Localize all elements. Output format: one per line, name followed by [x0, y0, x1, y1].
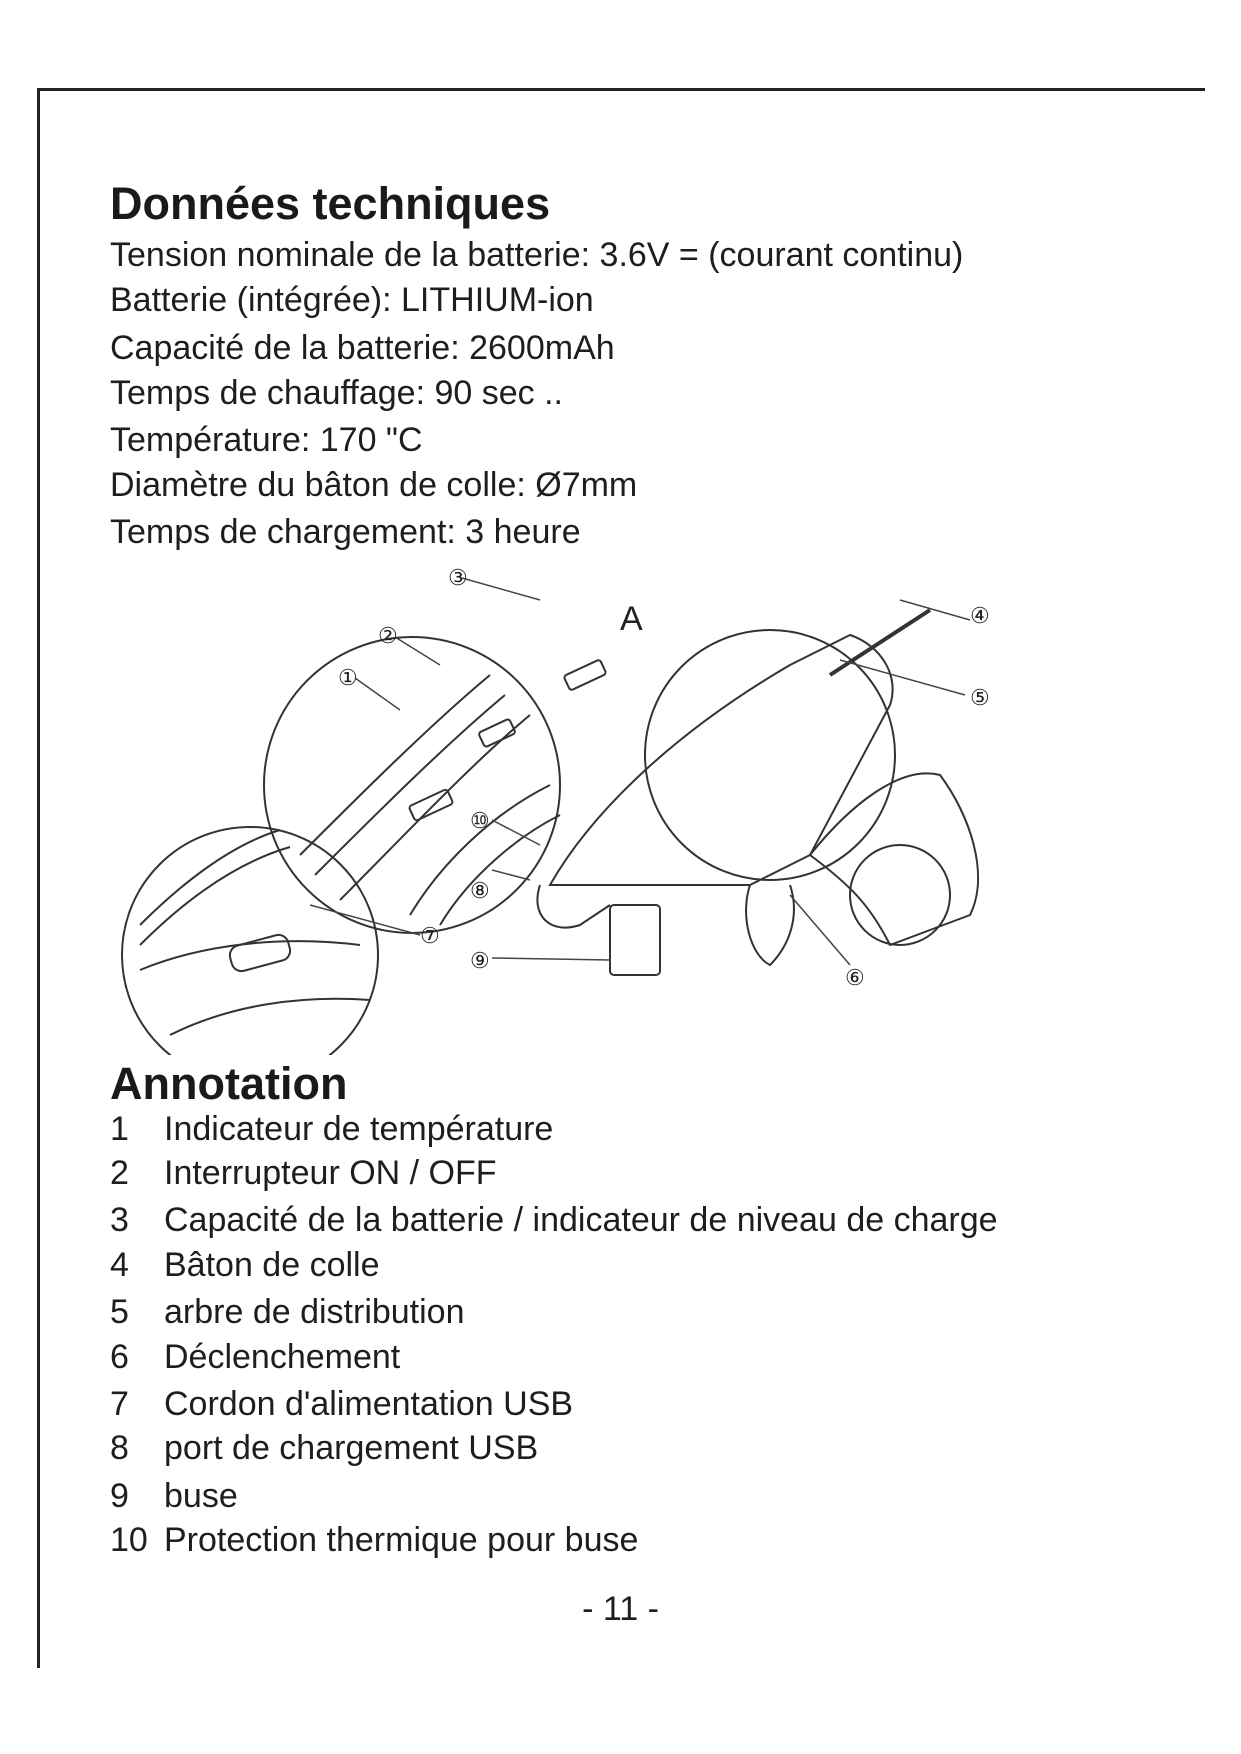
callout-8: ⑧	[470, 879, 490, 904]
page-frame-left	[37, 88, 40, 1668]
callout-3: ③	[448, 566, 468, 591]
spec-line: Capacité de la batterie: 2600mAh	[110, 329, 615, 367]
annotation-number: 5	[110, 1293, 129, 1331]
glue-gun-handle	[810, 773, 978, 945]
spec-line: Diamètre du bâton de colle: Ø7mm	[110, 466, 638, 504]
spec-line: Tension nominale de la batterie: 3.6V = (courant continu)	[110, 236, 964, 274]
spec-line: Temps de chauffage: 90 sec ..	[110, 374, 563, 412]
annotation-number: 9	[110, 1477, 129, 1515]
stand	[610, 905, 660, 975]
callout-5: ⑤	[970, 686, 990, 711]
callout-4: ④	[970, 604, 990, 629]
annotation-text: buse	[164, 1477, 238, 1515]
glue-gun-diagram	[110, 560, 1110, 1055]
annotation-text: Capacité de la batterie / indicateur de niveau de charge	[164, 1201, 998, 1239]
battery-indicator-icon	[563, 659, 606, 690]
annotation-text: Indicateur de température	[164, 1110, 554, 1148]
annotation-number: 10	[110, 1521, 148, 1559]
annotation-number: 1	[110, 1110, 129, 1148]
annotation-text: Bâton de colle	[164, 1246, 380, 1284]
spec-line: Batterie (intégrée): LITHIUM-ion	[110, 281, 594, 319]
zoom-area-a	[645, 630, 895, 880]
section-title: Données techniques	[110, 178, 551, 229]
callout-6: ⑥	[845, 966, 865, 991]
callout-9: ⑨	[470, 949, 490, 974]
glue-gun-barrel	[550, 635, 893, 885]
nozzle-guard	[537, 885, 610, 928]
annotation-text: Cordon d'alimentation USB	[164, 1385, 574, 1423]
annotation-text: Interrupteur ON / OFF	[164, 1154, 497, 1192]
spec-line: Température: 170 "C	[110, 421, 423, 459]
trigger	[746, 885, 794, 965]
annotation-number: 2	[110, 1154, 129, 1192]
annotation-number: 6	[110, 1338, 129, 1376]
annotation-number: 3	[110, 1201, 129, 1239]
annotation-text: Protection thermique pour buse	[164, 1521, 639, 1559]
annotation-text: Déclenchement	[164, 1338, 401, 1376]
zoom-circle-controls	[264, 637, 560, 933]
temperature-indicator-icon	[409, 789, 454, 821]
zoom-circle-usb	[122, 827, 378, 1055]
glue-stick	[830, 610, 930, 675]
area-label-a: A	[620, 600, 643, 638]
annotation-text: arbre de distribution	[164, 1293, 465, 1331]
annotation-number: 7	[110, 1385, 129, 1423]
annotation-number: 4	[110, 1246, 129, 1284]
annotation-text: port de chargement USB	[164, 1429, 539, 1467]
page-frame-top	[37, 88, 1205, 91]
usb-port-icon	[228, 933, 293, 974]
annotation-number: 8	[110, 1429, 129, 1467]
callout-7: ⑦	[420, 924, 440, 949]
zoom-area-usb	[850, 845, 950, 945]
callout-2: ②	[378, 624, 398, 649]
spec-line: Temps de chargement: 3 heure	[110, 513, 581, 551]
annotation-title: Annotation	[110, 1058, 348, 1109]
callout-10: ⑩	[470, 809, 490, 834]
callout-1: ①	[338, 666, 358, 691]
page-number: - 11 -	[582, 1590, 659, 1628]
